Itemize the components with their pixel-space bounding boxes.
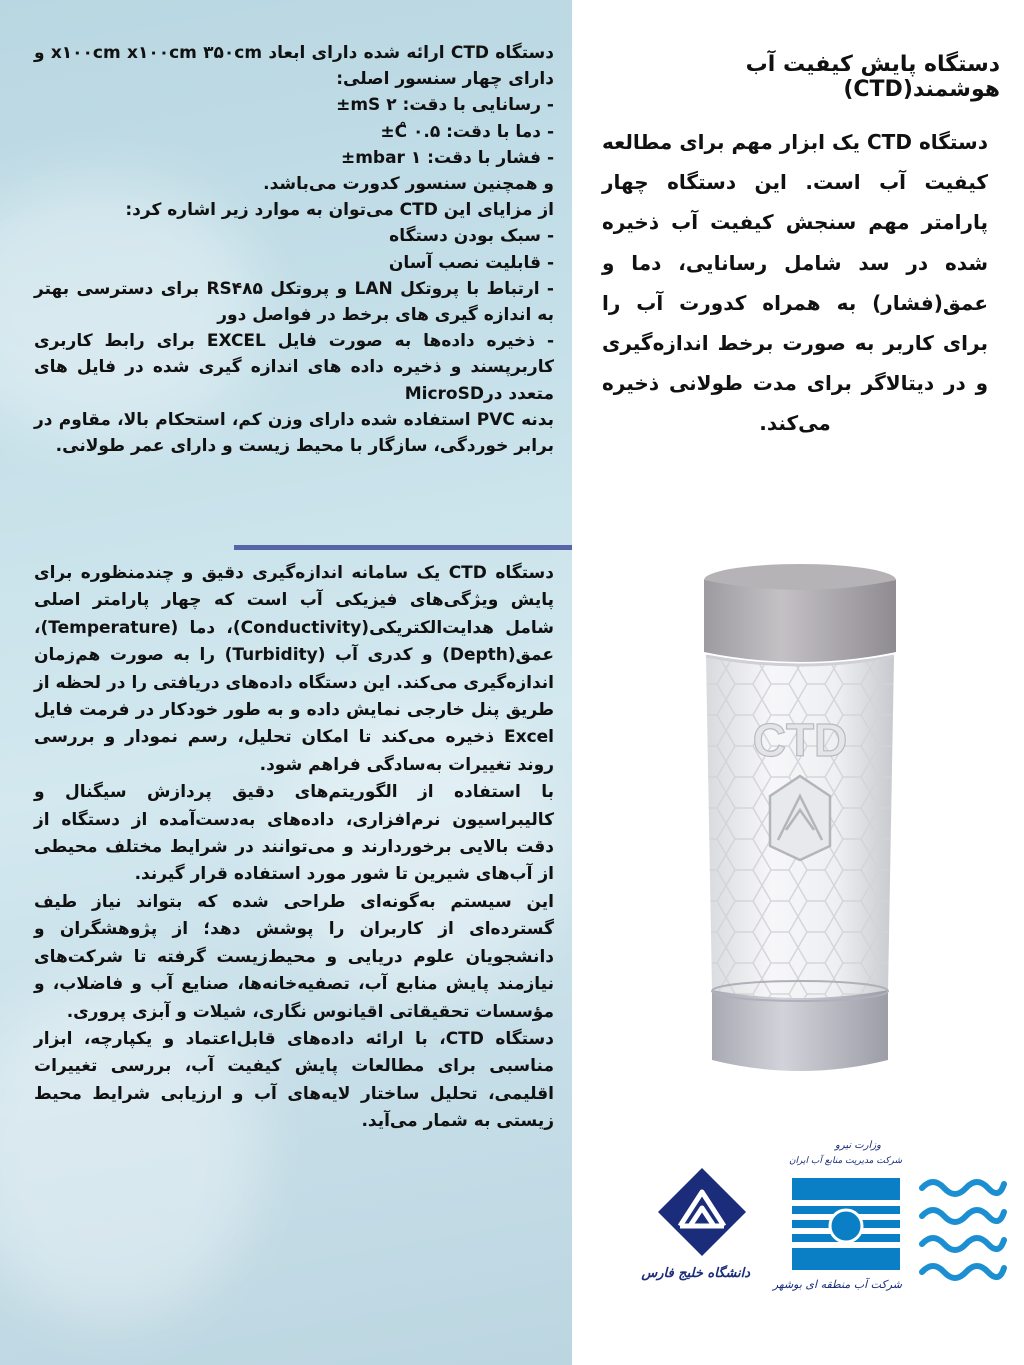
wave-logo — [918, 1170, 1008, 1295]
section-divider — [234, 545, 572, 550]
spec-line: - قابلیت نصب آسان — [388, 252, 554, 273]
description-block — [34, 560, 554, 1136]
page-title: دستگاه پایش کیفیت آب هوشمند(CTD) — [745, 52, 1000, 102]
description-paragraph: دستگاه CTD، با ارائه داده‌های قابل‌اعتماد و یکپارچه، ابزار مناسبی برای مطالعات پایش کیفیت آب، بررسی تغییرات اقلیمی، تحلیل ساختار لایه‌های آب و ارزیابی شرایط محیط زیستی به شمار می‌آید. — [34, 1028, 554, 1132]
description-paragraph: این سیستم به‌گونه‌ای طراحی شده که بتواند نیاز طیف گسترده‌ای از کاربران را پوشش دهد؛ از پژوهشگران و دانشجویان علوم دریایی و محیط‌زیست گرفته تا شرکت‌های نیازمند پایش منابع آب، تصفیه‌خانه‌ها، صنایع آب و فاضلاب، و مؤسسات تحقیقاتی اقیانوس نگاری، شیلات و آبزی پروری. — [34, 891, 554, 1022]
water-company-name: شرکت مدیریت منابع آب ایران — [788, 1156, 902, 1166]
spec-line: از مزایای این CTD می‌توان به موارد زیر اشاره کرد: — [125, 200, 554, 221]
university-logo — [641, 1164, 750, 1294]
spec-line: - فشار با دقت: ۱ mbar± — [340, 147, 554, 168]
spec-line: بدنه PVC استفاده شده دارای وزن کم، استحکام بالا، مقاوم در برابر خوردگی، سازگار با محیط زیست و دارای عمر طولانی. — [34, 409, 554, 457]
specs-block — [34, 40, 554, 459]
water-company-logo — [772, 1140, 902, 1300]
cap-side — [704, 580, 896, 662]
university-emblem — [654, 1164, 750, 1260]
device-emblem — [770, 776, 830, 860]
ctd-device-image — [690, 560, 910, 1090]
spec-line: - سبک بودن دستگاه — [389, 226, 554, 247]
description-paragraph: دستگاه CTD یک سامانه اندازه‌گیری دقیق و چندمنظوره برای پایش ویژگی‌های فیزیکی آب است که چهار پارامتر اصلی شامل هدایت‌الکتریکی(Conductivity)، دما (Temperature)، عمق(Depth) و کدری آب (Turbidity) را به صورت هم‌زمان اندازه‌گیری می‌کند. این دستگاه داده‌های دریافتی را در لحظه از طریق پنل خارجی نمایش داده و به طور خودکار در فرمت فایل Excel ذخیره می‌کند تا امکان تحلیل، رسم نمودار و بررسی روند تغییرات به‌سادگی فراهم شود. — [34, 563, 555, 775]
device-base — [712, 990, 888, 1071]
intro-paragraph: دستگاه CTD یک ابزار مهم برای مطالعه کیفیت آب است. این دستگاه چهار پارامتر مهم سنجش کیفیت آب ذخیره شده در سد شامل رسانایی، دما و عمق(فشار) به همراه کدورت آب را برای کاربر به صورت برخط اندازه‌گیری و در دیتالاگر برای مدت طولانی ذخیره می‌کند. — [602, 130, 988, 436]
spec-line: - ارتباط با پروتکل LAN و پروتکل RS۴۸۵ برای دسترسی بهتر به اندازه گیری های برخط در فواصل دور — [34, 278, 554, 326]
description-paragraph: با استفاده از الگوریتم‌های دقیق پردازش سیگنال و کالیبراسیون نرم‌افزاری، داده‌های به‌دست‌آمده از دستگاه از دقت بالایی برخوردارند و می‌توانند در شرایط مختلف محیطی از آب‌های شیرین تا شور مورد استفاده قرار گیرند. — [34, 782, 554, 885]
university-caption: دانشگاه خلیج فارس — [641, 1266, 750, 1281]
water-company-emblem — [790, 1176, 902, 1272]
spec-line: - ذخیره داده‌ها به صورت فایل EXCEL برای رابط کاربری کاربرپسند و ذخیره داده های اندازه گیری شده در فایل های متعدد درMicroSD — [34, 331, 555, 404]
spec-line: و همچنین سنسور کدورت می‌باشد. — [263, 174, 554, 195]
spec-line: - دما با دقت: ۰.۵ ̊C± — [380, 121, 554, 142]
spec-line: دستگاه CTD ارائه شده دارای ابعاد x۱۰۰cm x۱۰۰cm ۳۵۰cm و دارای چهار سنسور اصلی: — [34, 43, 554, 90]
water-company-regional: شرکت آب منطقه ای بوشهر — [772, 1278, 902, 1291]
water-company-ministry: وزارت نیرو — [834, 1140, 881, 1151]
spec-line: - رسانایی با دقت: ۲ mS± — [336, 95, 554, 116]
device-label: CTD — [752, 714, 848, 766]
